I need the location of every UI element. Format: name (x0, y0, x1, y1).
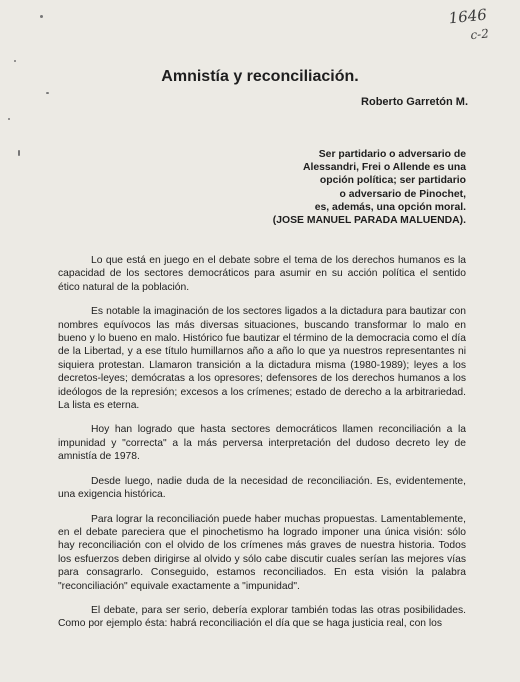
scan-speck (14, 60, 16, 62)
epigraph-attribution: (JOSE MANUEL PARADA MALUENDA). (272, 215, 466, 227)
annotation-number: 1646 (447, 5, 488, 28)
scan-speck (8, 118, 10, 120)
handwritten-annotation (416, 6, 489, 49)
scan-speck (40, 15, 43, 18)
epigraph (273, 148, 466, 227)
paragraph: Para lograr la reconciliación puede haber muchas propuestas. Lamentablemente, en el debate pareciera que el pinochetismo ha logrado imponer una única visión: sólo hay reconciliación con el olvido de los crímenes más graves de nuestra historia. Todos los esfuerzos deben dirigirse al olvido y sólo cabe discutir cuales serían las mejores vías para consagrarlo. Conseguido, estamos reconciliados. En esta visión la palabra "reconciliación" equivale exactamente a "impunidad". (58, 513, 466, 592)
paragraph: El debate, para ser serio, debería explorar también todas las otras posibilidades. Como por ejemplo ésta: habrá reconciliación el día que se haga justicia real, con los (58, 604, 466, 630)
epigraph-line: es, además, una opción moral. (314, 201, 466, 213)
annotation-code: c-2 (469, 26, 490, 43)
paragraph: Es notable la imaginación de los sectores ligados a la dictadura para bautizar con nombres equívocos las más diversas situaciones, buscando transformar lo malo en bueno y lo bueno en malo. Histórico fue bautizar el término de la democracia como el día de la Libertad, y a ese título humillarnos año a año lo que ya nuestros representantes ni siquiera protestan. Llamaron transición a la dictadura misma (1980-1989); leyes a los decretos-leyes; demócratas a los opresores; defensores de los derechos humanos a los ideólogos de la represión; excesos a los crímenes; estado de derecho a la arbitrariedad. La lista es eterna. (58, 306, 466, 412)
article-body (58, 254, 466, 642)
article-title: Amnistía y reconciliación. (161, 68, 359, 85)
epigraph-line: Ser partidario o adversario de (318, 149, 466, 160)
paragraph: Hoy han logrado que hasta sectores democráticos llamen reconciliación a la impunidad y "correcta" a la más perversa interpretación del dudoso decreto ley de amnistía de 1978. (58, 424, 466, 463)
scan-speck (18, 150, 20, 156)
epigraph-line: Alessandri, Frei o Allende es una (302, 162, 466, 174)
paragraph: Lo que está en juego en el debate sobre el tema de los derechos humanos es la capacidad de los sectores democráticos para asumir en su acción política el sentido ético natural de la población. (58, 255, 466, 293)
paragraph: Desde luego, nadie duda de la necesidad de reconciliación. Es, evidentemente, una exigencia histórica. (58, 475, 466, 501)
scan-speck (46, 92, 49, 94)
epigraph-line: opción política; ser partidario (319, 175, 466, 187)
article-author: Roberto Garretón M. (361, 96, 468, 108)
epigraph-line: o adversario de Pinochet, (339, 188, 466, 200)
